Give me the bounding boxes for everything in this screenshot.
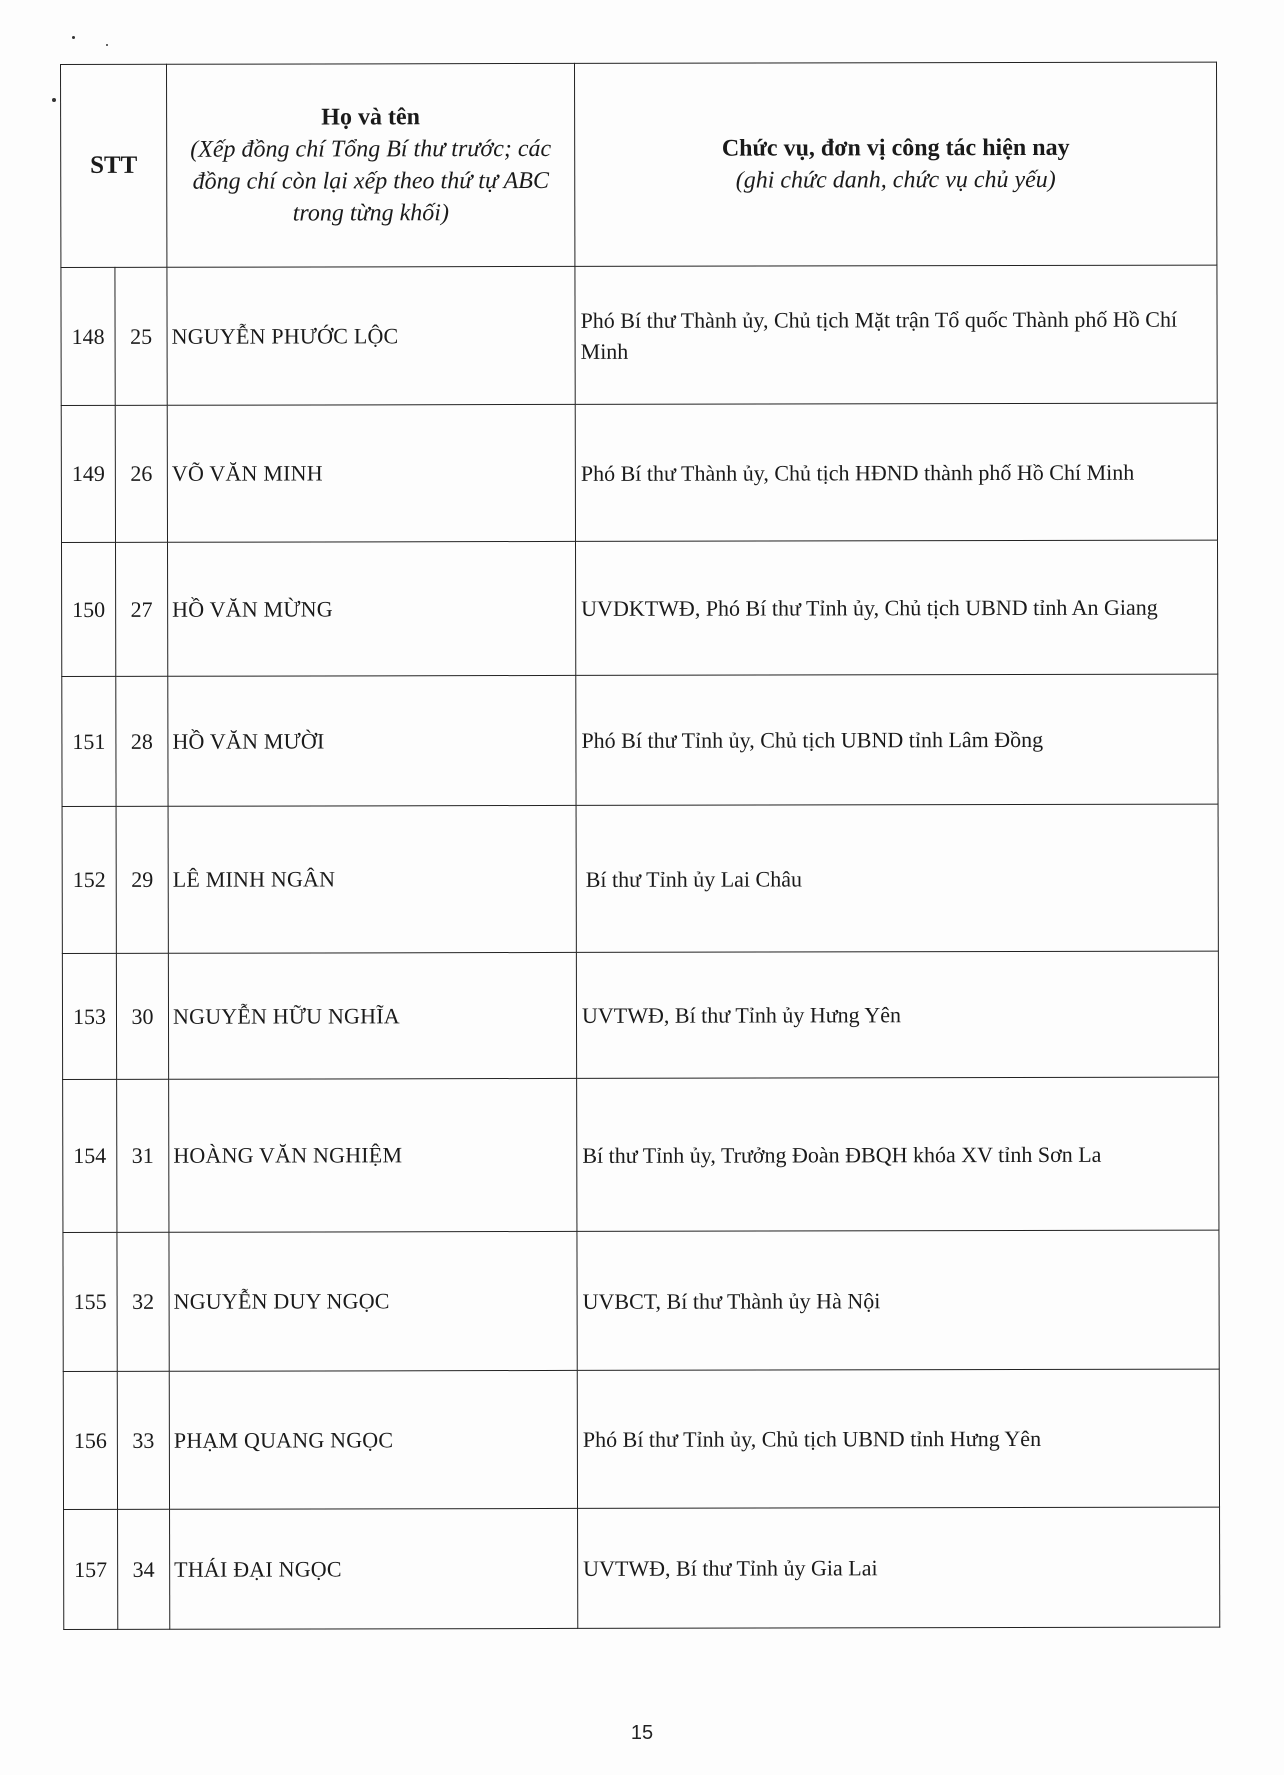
row-sub-number: 29 [116, 806, 168, 953]
row-name: VÕ VĂN MINH [167, 404, 575, 542]
table-row [62, 674, 1218, 806]
row-number: 150 [62, 542, 116, 676]
row-number: 152 [62, 806, 116, 953]
row-position: UVTWĐ, Bí thư Tỉnh ủy Hưng Yên [576, 951, 1218, 1078]
row-position: Phó Bí thư Tỉnh ủy, Chủ tịch UBND tỉnh Lâm Đồng [576, 674, 1218, 805]
row-number: 154 [63, 1079, 117, 1232]
row-position: UVTWĐ, Bí thư Tỉnh ủy Gia Lai [578, 1507, 1220, 1628]
table-row [62, 804, 1218, 953]
row-number: 149 [61, 405, 115, 542]
row-sub-number: 25 [115, 267, 167, 405]
header-stt: STT [61, 64, 167, 267]
table-row [62, 951, 1218, 1079]
table-row [63, 1077, 1219, 1232]
header-position-subtitle: (ghi chức danh, chức vụ chủ yếu) [735, 166, 1056, 194]
row-name: HỒ VĂN MỪNG [168, 541, 576, 676]
row-name: HOÀNG VĂN NGHIỆM [169, 1078, 577, 1232]
row-name: HỒ VĂN MƯỜI [168, 675, 576, 806]
header-name [167, 63, 575, 267]
row-sub-number: 32 [117, 1232, 169, 1371]
table-row [63, 1230, 1219, 1371]
table-row [63, 1369, 1219, 1509]
row-sub-number: 30 [116, 953, 168, 1079]
header-name-subtitle: (Xếp đồng chí Tổng Bí thư trước; các đồng chí còn lại xếp theo thứ tự ABC trong từng khối) [190, 135, 552, 227]
row-sub-number: 28 [116, 676, 168, 806]
row-number: 157 [64, 1509, 118, 1629]
table-row [61, 403, 1217, 542]
row-position: UVBCT, Bí thư Thành ủy Hà Nội [577, 1230, 1219, 1370]
table-row [61, 265, 1217, 405]
row-number: 156 [63, 1371, 117, 1509]
row-name: PHẠM QUANG NGỌC [169, 1370, 577, 1509]
header-name-title: Họ và tên [321, 104, 420, 131]
row-sub-number: 33 [117, 1371, 169, 1509]
row-sub-number: 31 [117, 1079, 169, 1232]
row-position: Bí thư Tỉnh ủy, Trưởng Đoàn ĐBQH khóa XV tỉnh Sơn La [577, 1077, 1219, 1231]
table-row [64, 1507, 1220, 1629]
scan-speck [52, 98, 56, 102]
scan-speck [72, 36, 75, 39]
row-name: THÁI ĐẠI NGỌC [170, 1508, 578, 1629]
row-number: 148 [61, 267, 115, 405]
candidate-table [60, 62, 1220, 1630]
scan-speck [106, 44, 108, 46]
header-position [575, 62, 1217, 266]
row-position: Phó Bí thư Tỉnh ủy, Chủ tịch UBND tỉnh Hưng Yên [577, 1369, 1219, 1508]
row-position: Phó Bí thư Thành ủy, Chủ tịch Mặt trận Tổ quốc Thành phố Hồ Chí Minh [575, 265, 1217, 404]
header-position-title: Chức vụ, đơn vị công tác hiện nay [721, 134, 1070, 162]
row-sub-number: 26 [115, 405, 167, 542]
row-number: 153 [62, 953, 116, 1079]
row-sub-number: 27 [116, 542, 168, 676]
page-number: 15 [630, 1722, 654, 1744]
row-sub-number: 34 [118, 1509, 170, 1629]
row-name: NGUYỄN PHƯỚC LỘC [167, 266, 575, 405]
row-position: UVDKTWĐ, Phó Bí thư Tỉnh ủy, Chủ tịch UBND tỉnh An Giang [576, 540, 1218, 675]
row-number: 155 [63, 1232, 117, 1371]
table-header-row [61, 62, 1217, 267]
table-row [62, 540, 1218, 676]
row-name: NGUYỄN DUY NGỌC [169, 1231, 577, 1371]
row-name: LÊ MINH NGÂN [168, 805, 576, 953]
row-position: Phó Bí thư Thành ủy, Chủ tịch HĐND thành phố Hồ Chí Minh [575, 403, 1217, 541]
row-name: NGUYỄN HỮU NGHĨA [168, 952, 576, 1079]
row-position: Bí thư Tỉnh ủy Lai Châu [576, 804, 1218, 952]
row-number: 151 [62, 676, 116, 806]
